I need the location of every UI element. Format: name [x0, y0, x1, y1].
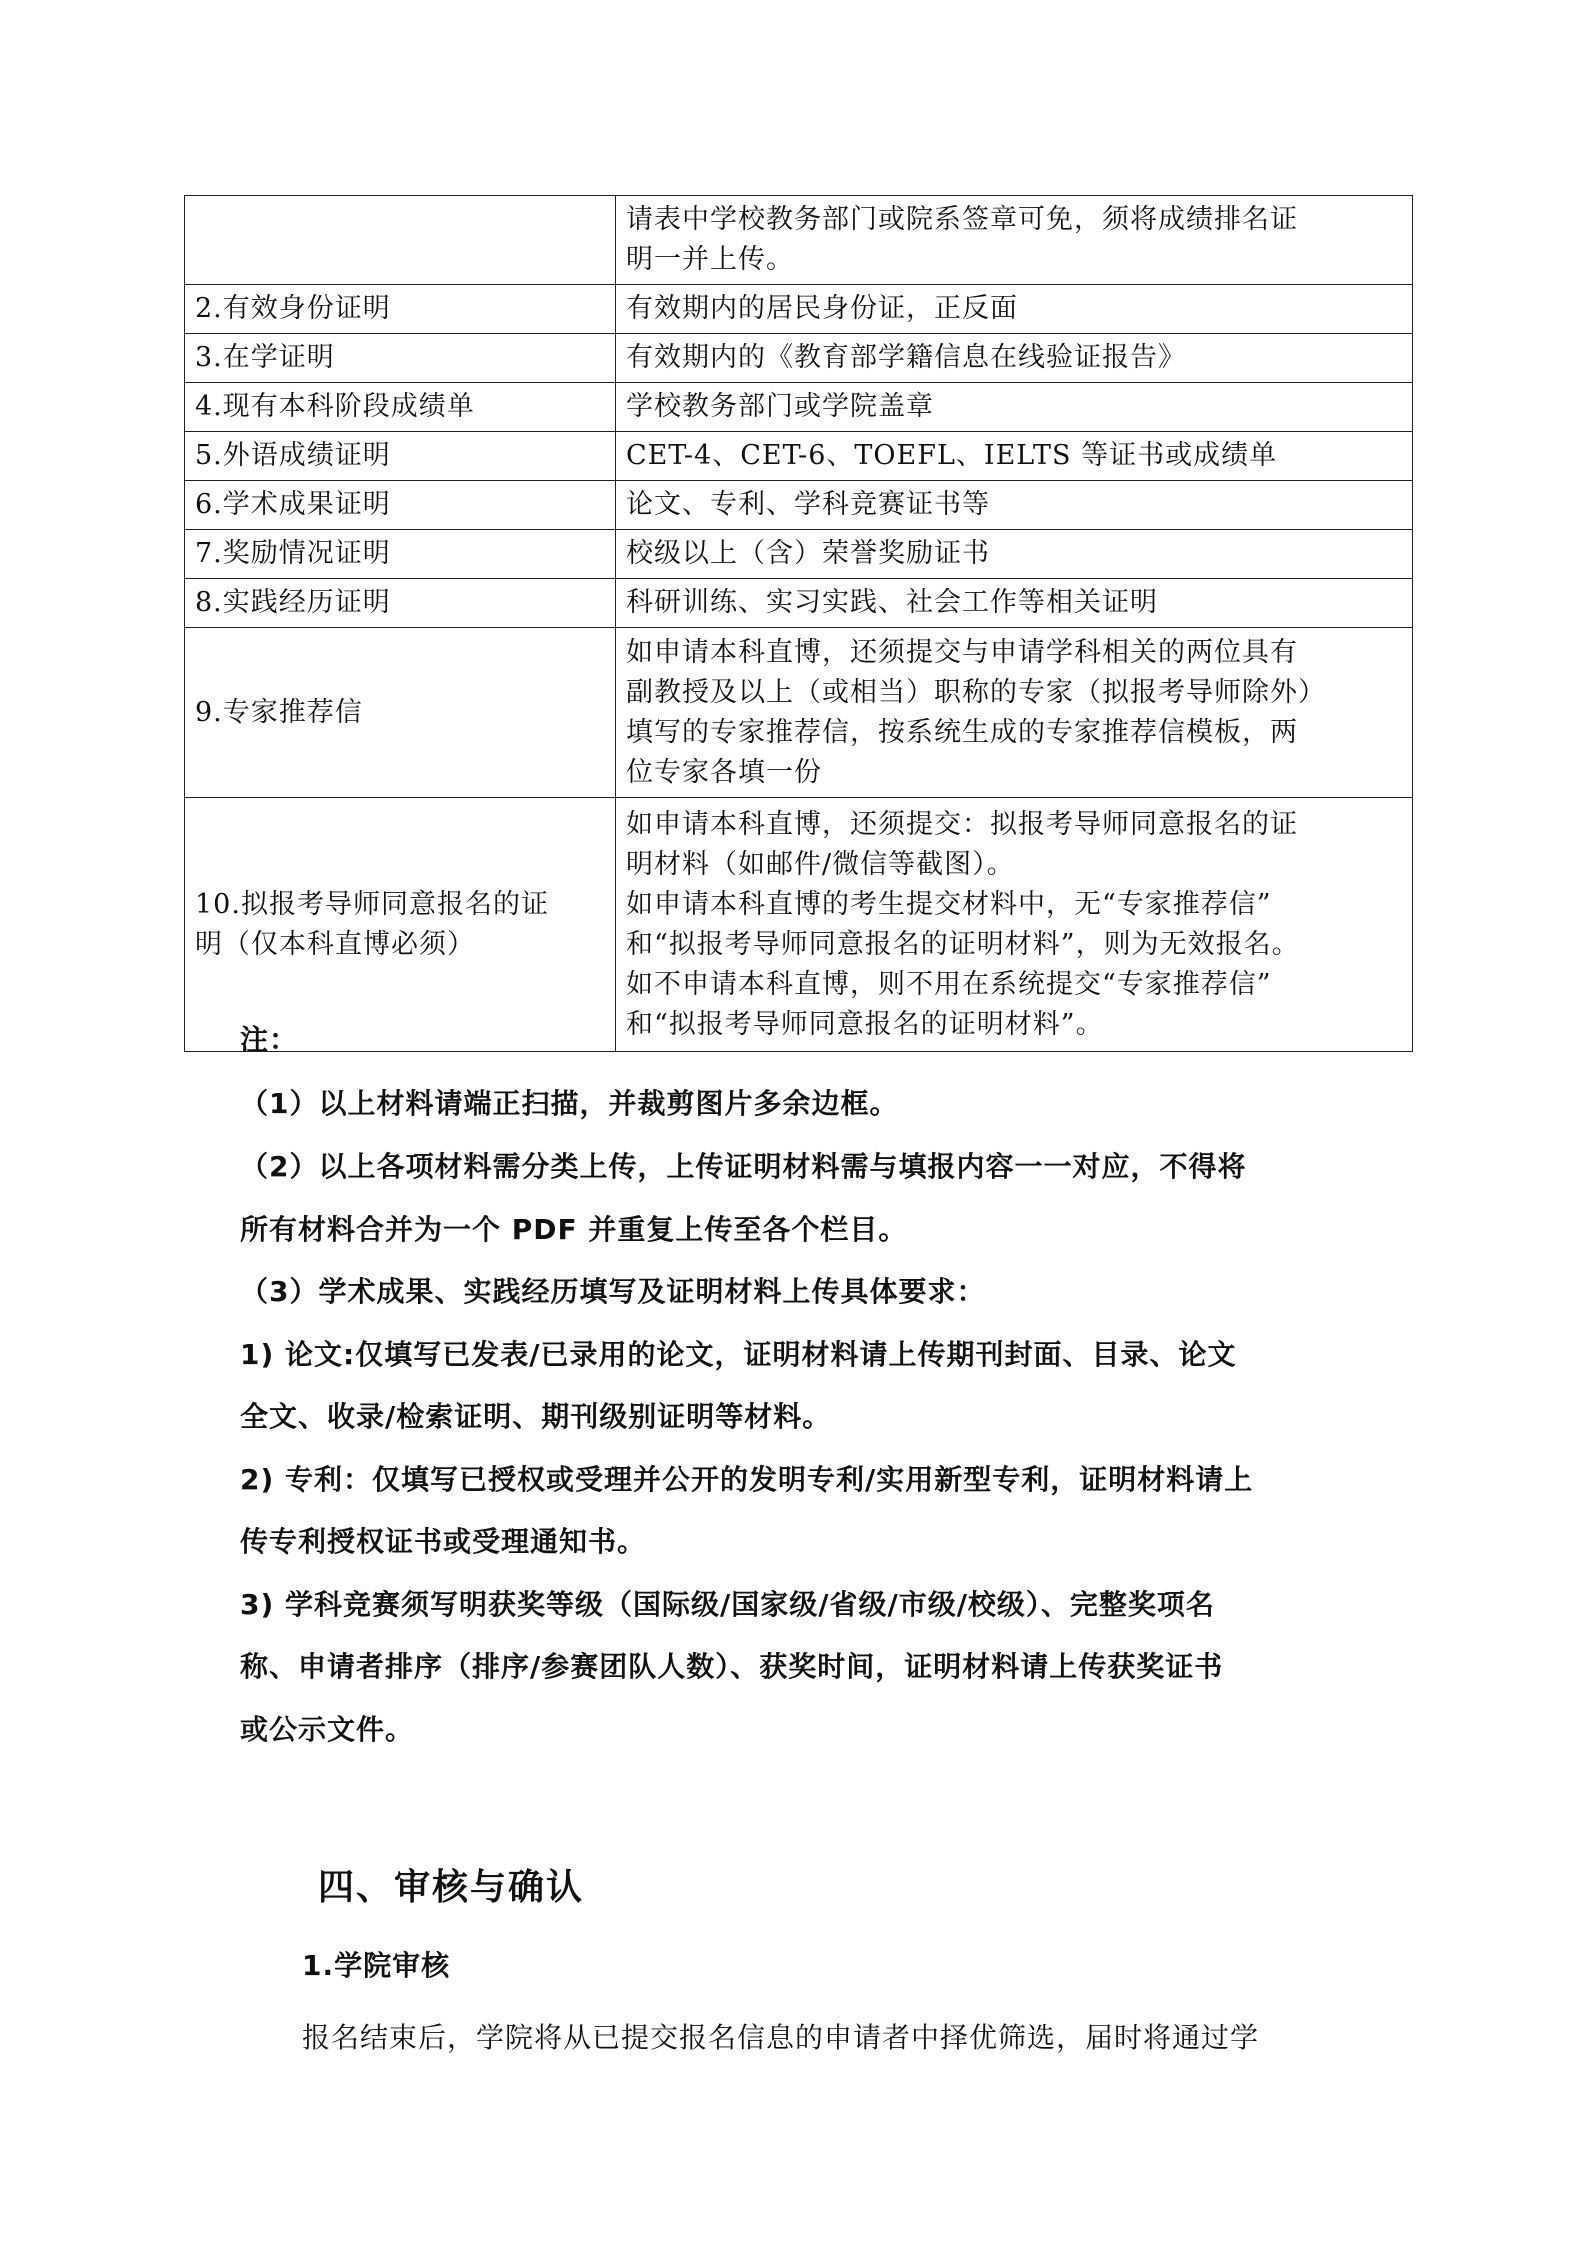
note-line: 1) 论文:仅填写已发表/已录用的论文，证明材料请上传期刊封面、目录、论文: [240, 1338, 1237, 1371]
material-label: 7.奖励情况证明: [185, 530, 616, 579]
section-title: 四、审核与确认: [318, 1867, 585, 1908]
note-line: 称、申请者排序（排序/参赛团队人数）、获奖时间，证明材料请上传获奖证书: [240, 1650, 1224, 1683]
material-label: 3.在学证明: [185, 334, 616, 383]
section-subtitle: 1.学院审核: [302, 1949, 451, 1982]
material-description: 学校教务部门或学院盖章: [616, 383, 1413, 432]
table-row: [185, 285, 1413, 334]
note-line: （3）学术成果、实践经历填写及证明材料上传具体要求：: [240, 1275, 986, 1308]
table-row: [185, 530, 1413, 579]
note-line: （2）以上各项材料需分类上传，上传证明材料需与填报内容一一对应，不得将: [240, 1150, 1247, 1183]
material-label: 5.外语成绩证明: [185, 432, 616, 481]
material-description: 论文、专利、学科竞赛证书等: [616, 481, 1413, 530]
table-row: [185, 798, 1413, 1052]
materials-table: [184, 195, 1413, 1052]
table-row: [185, 628, 1413, 798]
note-line: 2) 专利：仅填写已授权或受理并公开的发明专利/实用新型专利，证明材料请上: [240, 1463, 1254, 1496]
material-description: 科研训练、实习实践、社会工作等相关证明: [616, 579, 1413, 628]
notes-heading: 注：: [240, 1023, 299, 1056]
table-row: [185, 334, 1413, 383]
material-label: 2.有效身份证明: [185, 285, 616, 334]
table-row: [185, 383, 1413, 432]
note-line: 全文、收录/检索证明、期刊级别证明等材料。: [240, 1400, 832, 1433]
material-description: 如申请本科直博，还须提交：拟报考导师同意报名的证 明材料（如邮件/微信等截图）。 如申请本科直博的考生提交材料中，无“专家推荐信” 和“拟报考导师同意报名的证明材料”，则为无效报名。 如不申请本科直博，则不用在系统提交“专家推荐信” 和“拟报考导师同意报名的证明材料”。: [616, 798, 1413, 1052]
material-description: 请表中学校教务部门或院系签章可免，须将成绩排名证 明一并上传。: [616, 196, 1413, 285]
material-label: 10.拟报考导师同意报名的证 明（仅本科直博必须）: [185, 798, 616, 1052]
material-label: 4.现有本科阶段成绩单: [185, 383, 616, 432]
note-line: （1）以上材料请端正扫描，并裁剪图片多余边框。: [240, 1087, 899, 1120]
table-row: [185, 196, 1413, 285]
material-description: 有效期内的居民身份证，正反面: [616, 285, 1413, 334]
table-row: [185, 432, 1413, 481]
table-row: [185, 481, 1413, 530]
material-label: [185, 196, 616, 285]
material-label: 9.专家推荐信: [185, 628, 616, 798]
note-line: 传专利授权证书或受理通知书。: [240, 1525, 647, 1558]
note-line: 3) 学科竞赛须写明获奖等级（国际级/国家级/省级/市级/校级）、完整奖项名: [240, 1588, 1215, 1621]
note-line: 所有材料合并为一个 PDF 并重复上传至各个栏目。: [240, 1213, 908, 1246]
material-description: 有效期内的《教育部学籍信息在线验证报告》: [616, 334, 1413, 383]
note-line: 或公示文件。: [240, 1713, 415, 1746]
material-label: 6.学术成果证明: [185, 481, 616, 530]
material-label: 8.实践经历证明: [185, 579, 616, 628]
section-body: 报名结束后，学院将从已提交报名信息的申请者中择优筛选，届时将通过学: [302, 2021, 1260, 2054]
table-row: [185, 579, 1413, 628]
material-description: 如申请本科直博，还须提交与申请学科相关的两位具有 副教授及以上（或相当）职称的专家（拟报考导师除外） 填写的专家推荐信，按系统生成的专家推荐信模板，两 位专家各填一份: [616, 628, 1413, 798]
material-description: CET-4、CET-6、TOEFL、IELTS 等证书或成绩单: [616, 432, 1413, 481]
material-description: 校级以上（含）荣誉奖励证书: [616, 530, 1413, 579]
